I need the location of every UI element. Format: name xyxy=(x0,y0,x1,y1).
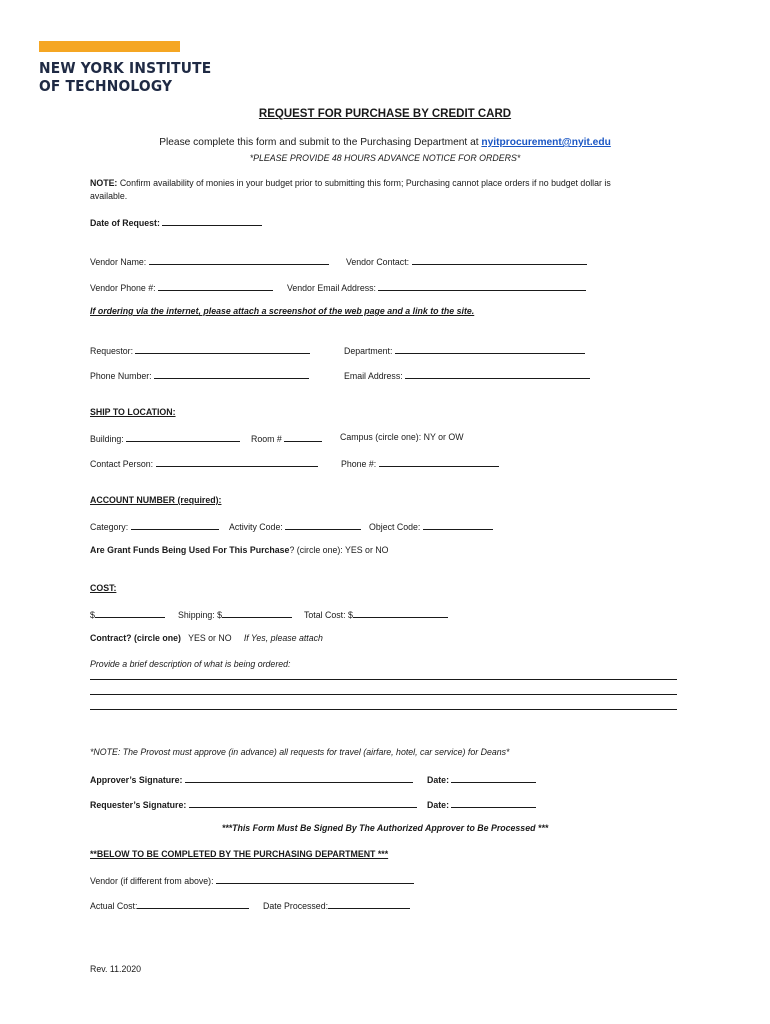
description-line-1[interactable] xyxy=(90,679,677,680)
vendor-phone-field[interactable] xyxy=(158,281,273,291)
email-address-field[interactable] xyxy=(405,369,590,379)
room-field[interactable] xyxy=(284,432,322,442)
must-be-signed-note: ***This Form Must Be Signed By The Authorized Approver to Be Processed *** xyxy=(221,823,549,833)
shipping-field[interactable] xyxy=(222,608,292,618)
vendor-email-field[interactable] xyxy=(378,281,586,291)
shipping-label: Shipping: $ xyxy=(178,610,223,620)
procurement-email-link[interactable]: nyitprocurement@nyit.edu xyxy=(481,137,611,148)
intro-text: Please complete this form and submit to the Purchasing Department at xyxy=(159,137,479,148)
vendor-different-row xyxy=(90,874,414,886)
requester-date-field[interactable] xyxy=(451,798,536,808)
vendor-phone-row xyxy=(90,281,273,293)
total-cost-field[interactable] xyxy=(353,608,448,618)
revision-label: Rev. 11.2020 xyxy=(90,964,142,974)
requester-signature-field[interactable] xyxy=(189,798,417,808)
vendor-different-label: Vendor (if different from above): xyxy=(90,876,214,886)
room-row xyxy=(251,432,322,444)
object-code-label: Object Code: xyxy=(369,522,421,532)
date-processed-row xyxy=(263,899,410,911)
total-cost-label: Total Cost: $ xyxy=(304,610,353,620)
vendor-email-row xyxy=(287,281,586,293)
provost-note: *NOTE: The Provost must approve (in advance) all requests for travel (airfare, hotel, car service) for Deans* xyxy=(90,747,510,757)
cost-field[interactable] xyxy=(95,608,165,618)
building-field[interactable] xyxy=(126,432,240,442)
activity-code-row xyxy=(229,520,361,532)
category-field[interactable] xyxy=(131,520,219,530)
vendor-contact-field[interactable] xyxy=(412,255,587,265)
vendor-name-field[interactable] xyxy=(149,255,329,265)
category-label: Category: xyxy=(90,522,129,532)
form-title: REQUEST FOR PURCHASE BY CREDIT CARD xyxy=(258,108,512,120)
logo-line-2: OF TECHNOLOGY xyxy=(39,77,173,95)
date-processed-label: Date Processed: xyxy=(263,901,329,911)
contact-person-row xyxy=(90,457,318,469)
vendor-different-field[interactable] xyxy=(216,874,414,884)
logo-line-1: NEW YORK INSTITUTE xyxy=(39,59,212,77)
actual-cost-field[interactable] xyxy=(137,899,249,909)
vendor-email-label: Vendor Email Address: xyxy=(287,283,376,293)
requester-signature-row xyxy=(90,798,417,810)
approver-signature-label: Approver’s Signature: xyxy=(90,775,183,785)
description-line-3[interactable] xyxy=(90,709,677,710)
activity-code-label: Activity Code: xyxy=(229,522,283,532)
vendor-name-label: Vendor Name: xyxy=(90,257,147,267)
approver-date-field[interactable] xyxy=(451,773,536,783)
cost-row xyxy=(90,608,165,620)
phone-hash-label: Phone #: xyxy=(341,459,377,469)
object-code-row xyxy=(369,520,493,532)
department-field[interactable] xyxy=(395,344,585,354)
account-number-heading: ACCOUNT NUMBER (required): xyxy=(90,495,222,505)
note-text-2: available. xyxy=(90,191,128,201)
department-row xyxy=(344,344,585,356)
phone-hash-row xyxy=(341,457,499,469)
grant-question: Are Grant Funds Being Used For This Purchase xyxy=(90,545,290,555)
description-prompt: Provide a brief description of what is being ordered: xyxy=(90,659,291,669)
category-row xyxy=(90,520,219,532)
vendor-phone-label: Vendor Phone #: xyxy=(90,283,156,293)
grant-funds-row[interactable] xyxy=(90,545,389,555)
description-line-2[interactable] xyxy=(90,694,677,695)
note-text: Confirm availability of monies in your budget prior to submitting this form; Purchasing cannot place orders if no budget dollar is xyxy=(119,178,611,188)
approver-date-label: Date: xyxy=(427,775,449,785)
actual-cost-label: Actual Cost: xyxy=(90,901,138,911)
cost-dollar-label: $ xyxy=(90,610,95,620)
purchasing-dept-heading: **BELOW TO BE COMPLETED BY THE PURCHASING DEPARTMENT *** xyxy=(90,849,389,859)
grant-options: ? (circle one): YES or NO xyxy=(289,545,389,555)
note-line-1 xyxy=(90,178,611,188)
requester-date-row xyxy=(427,798,536,810)
phone-number-label: Phone Number: xyxy=(90,371,152,381)
approver-signature-row xyxy=(90,773,413,785)
note-label: NOTE: xyxy=(90,178,118,188)
activity-code-field[interactable] xyxy=(285,520,361,530)
date-of-request-field[interactable] xyxy=(162,216,262,226)
contract-options: YES or NO xyxy=(188,633,232,643)
requestor-label: Requestor: xyxy=(90,346,134,356)
vendor-contact-row xyxy=(346,255,587,267)
email-address-label: Email Address: xyxy=(344,371,403,381)
building-row xyxy=(90,432,240,444)
total-cost-row xyxy=(304,608,448,620)
object-code-field[interactable] xyxy=(423,520,493,530)
requestor-field[interactable] xyxy=(135,344,310,354)
phone-number-row xyxy=(90,369,309,381)
phone-number-field[interactable] xyxy=(154,369,309,379)
date-of-request-label: Date of Request: xyxy=(90,218,160,228)
contact-person-label: Contact Person: xyxy=(90,459,154,469)
building-label: Building: xyxy=(90,434,124,444)
date-processed-field[interactable] xyxy=(328,899,410,909)
cost-heading: COST: xyxy=(90,583,117,593)
date-of-request-row xyxy=(90,216,262,228)
contract-label: Contract? (circle one) xyxy=(90,633,181,643)
phone-hash-field[interactable] xyxy=(379,457,499,467)
requester-signature-label: Requester’s Signature: xyxy=(90,800,187,810)
room-label: Room # xyxy=(251,434,282,444)
ship-to-heading: SHIP TO LOCATION: xyxy=(90,407,176,417)
campus-choice[interactable]: Campus (circle one): NY or OW xyxy=(340,432,464,442)
contract-row[interactable] xyxy=(90,633,323,643)
email-address-row xyxy=(344,369,590,381)
internet-note: If ordering via the internet, please attach a screenshot of the web page and a link to the site. xyxy=(90,306,475,316)
shipping-row xyxy=(178,608,292,620)
contract-note: If Yes, please attach xyxy=(243,633,323,643)
intro-line xyxy=(0,137,770,148)
logo-accent-bar xyxy=(39,41,180,52)
requester-date-label: Date: xyxy=(427,800,449,810)
approver-date-row xyxy=(427,773,536,785)
advance-notice: *PLEASE PROVIDE 48 HOURS ADVANCE NOTICE FOR ORDERS* xyxy=(249,153,521,163)
approver-signature-field[interactable] xyxy=(185,773,413,783)
actual-cost-row xyxy=(90,899,249,911)
requestor-row xyxy=(90,344,310,356)
contact-person-field[interactable] xyxy=(156,457,318,467)
department-label: Department: xyxy=(344,346,393,356)
vendor-name-row xyxy=(90,255,329,267)
vendor-contact-label: Vendor Contact: xyxy=(346,257,410,267)
